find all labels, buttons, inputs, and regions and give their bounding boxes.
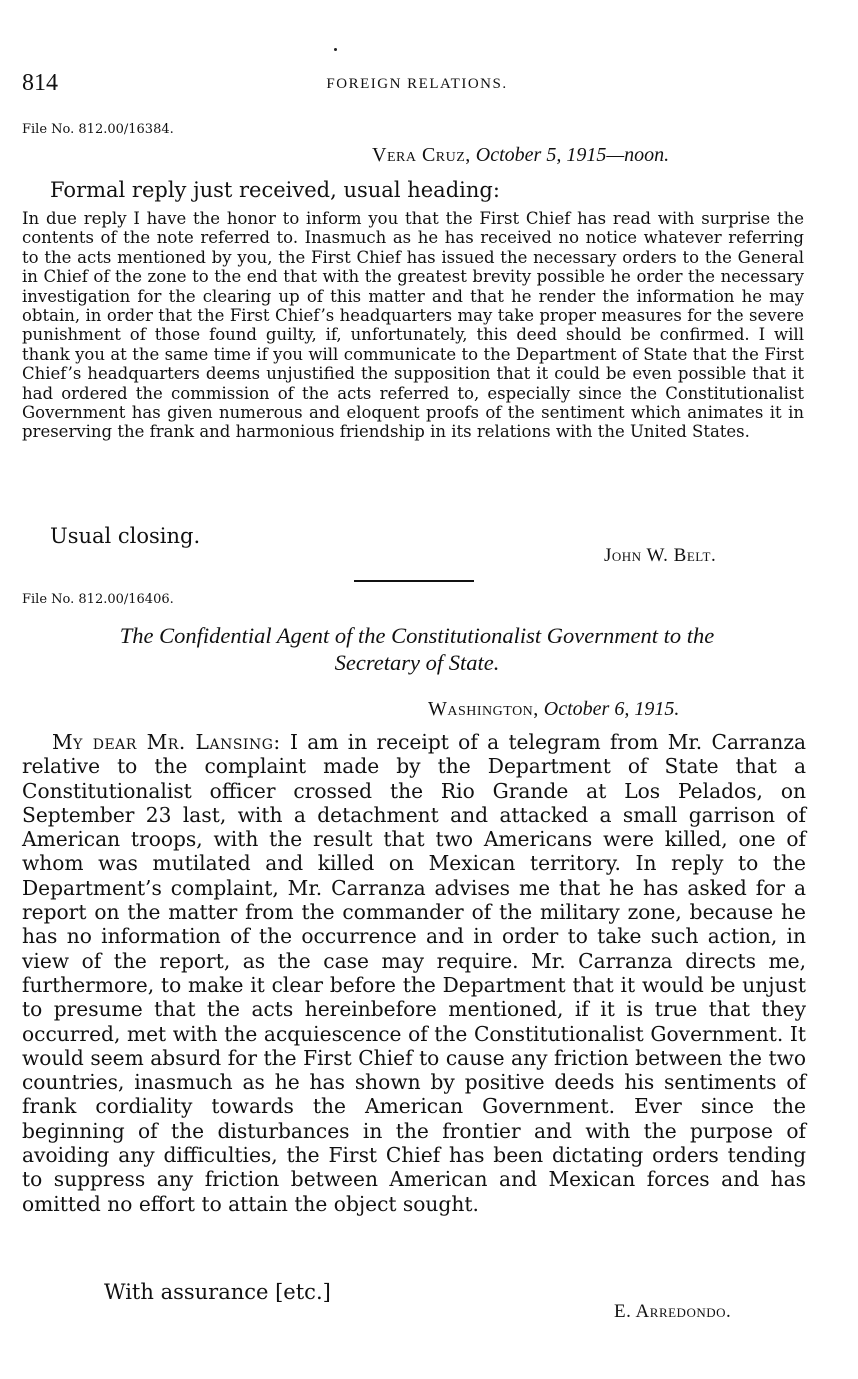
document-title-line-1: The Confidential Agent of the Constitutionalist Government to the xyxy=(119,623,715,648)
letter-body xyxy=(22,730,806,1216)
print-speck xyxy=(334,48,337,51)
document-title xyxy=(22,622,812,676)
page-number: 814 xyxy=(22,70,58,96)
letter-closing: With assurance [etc.] xyxy=(104,1280,331,1304)
intro-line: Formal reply just received, usual heading: xyxy=(50,178,500,202)
file-number-2: File No. 812.00/16406. xyxy=(22,592,174,607)
dateline-2 xyxy=(428,698,679,721)
running-head: FOREIGN RELATIONS. xyxy=(326,76,508,92)
dateline xyxy=(372,144,669,167)
closing-line: Usual closing. xyxy=(50,524,201,548)
signature: John W. Belt. xyxy=(604,545,717,566)
salutation: My dear Mr. Lansing: xyxy=(52,730,281,754)
file-number: File No. 812.00/16384. xyxy=(22,122,174,137)
telegram-message: In due reply I have the honor to inform you that the First Chief has read with surprise the contents of the note referred to. Inasmuch as he has received no notice whatever referring to the acts mentioned by you, the First Chief has issued the necessary orders to the General in Chief of the zone to the end that with the greatest brevity possible he order the necessary investigation for the clearing up of this matter and that he render the information he may obtain, in order that the First Chief’s headquarters may take proper measures for the severe punishment of those found guilty, if, unfortunately, this deed should be confirmed. I will thank you at the same time if you will communicate to the Department of State that the First Chief’s headquarters deems unjustified the supposition that it could be even possible that it had ordered the commission of the acts referred to, especially since the Constitutionalist Government has given numerous and eloquent proofs of the sentiment which animates it in preserving the frank and harmonious friendship in its relations with the United States. xyxy=(22,209,804,442)
letter-text: I am in receipt of a telegram from Mr. Carranza relative to the complaint made by the Department of State that a Constitutionalist officer crossed the Rio Grande at Los Pelados, on September 23 last, with a detachment and attacked a small garrison of American troops, with the result that two Americans were killed, one of whom was mutilated and killed on Mexican territory. In reply to the Department’s complaint, Mr. Carranza advises me that he has asked for a report on the matter from the commander of the military zone, because he has no information of the occurrence and in order to take such action, in view of the report, as the case may require. Mr. Carranza directs me, furthermore, to make it clear before the Department that it would be unjust to presume that the acts hereinbefore mentioned, if it is true that they occurred, met with the acquiescence of the Constitutionalist Government. It would seem absurd for the First Chief to cause any friction between the two countries, inasmuch as he has shown by positive deeds his sentiments of frank cordiality towards the American Government. Ever since the beginning of the disturbances in the frontier and with the purpose of avoiding any difficulties, the First Chief has been dictating orders tending to suppress any friction between American and Mexican forces and has omitted no effort to attain the object sought. xyxy=(22,730,807,1216)
document-title-line-2: Secretary of State. xyxy=(334,650,500,675)
page-header xyxy=(22,70,812,102)
dateline-place: Vera Cruz, xyxy=(372,144,471,166)
dateline-place-2: Washington, xyxy=(428,698,539,720)
section-divider xyxy=(354,580,474,582)
dateline-date: October 5, 1915—noon. xyxy=(475,144,670,166)
signature-2: E. Arredondo. xyxy=(614,1301,732,1322)
dateline-date-2: October 6, 1915. xyxy=(543,698,680,720)
